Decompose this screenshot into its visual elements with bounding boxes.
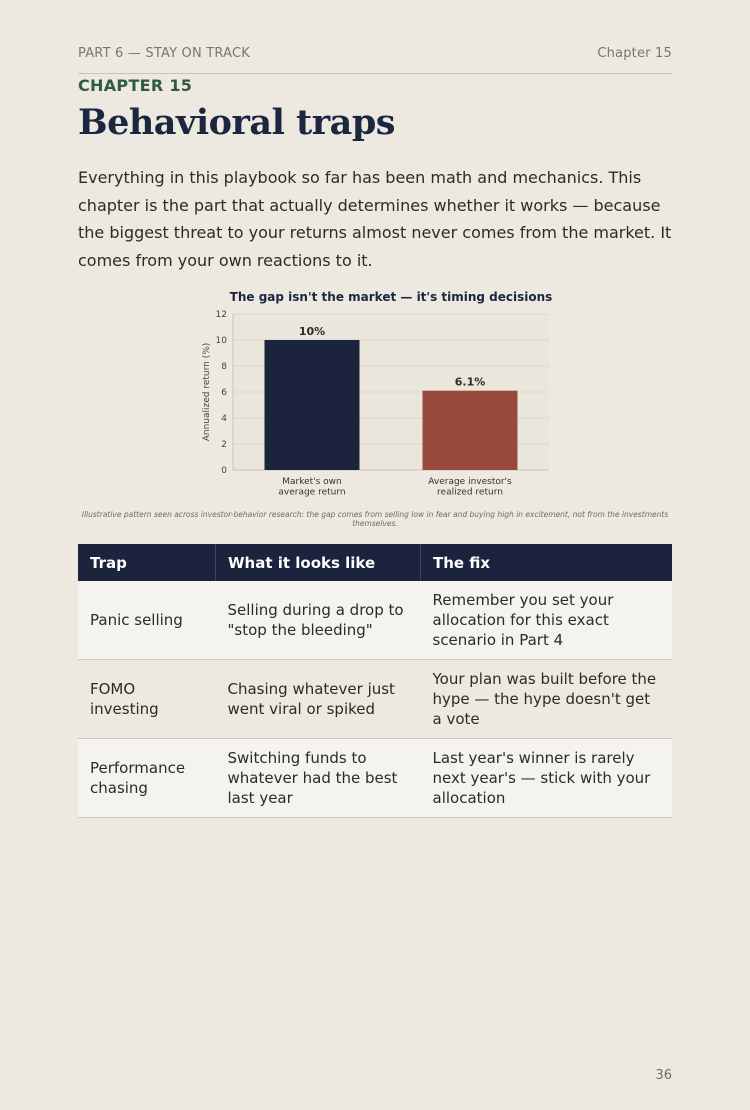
data-label: 10%	[298, 325, 326, 338]
traps-table	[78, 544, 672, 818]
chart-title: The gap isn't the market — it's timing decisions	[229, 290, 553, 304]
y-tick-label: 8	[221, 362, 227, 372]
y-tick-label: 4	[221, 414, 227, 424]
y-tick-label: 12	[215, 310, 227, 320]
fix-cell: Last year's winner is rarely next year's — stick with your allocation	[421, 739, 673, 818]
trap-cell: Performance chasing	[78, 739, 216, 818]
trap-cell: FOMO investing	[78, 660, 216, 739]
looks-like-cell: Selling during a drop to "stop the bleeding"	[216, 581, 421, 660]
x-tick-label: realized return	[437, 487, 503, 498]
y-tick-label: 2	[221, 440, 227, 450]
trap-cell: Panic selling	[78, 581, 216, 660]
fix-cell: Remember you set your allocation for this exact scenario in Part 4	[421, 581, 673, 660]
bar	[265, 340, 360, 470]
bar	[423, 391, 518, 470]
column-header-looks-like: What it looks like	[216, 544, 421, 581]
x-tick-label: average return	[278, 487, 346, 498]
running-header	[78, 46, 672, 74]
column-header-trap: Trap	[78, 544, 216, 581]
looks-like-cell: Switching funds to whatever had the best last year	[216, 739, 421, 818]
y-axis-label: Annualized return (%)	[202, 342, 212, 442]
table-header-row	[78, 544, 672, 581]
y-tick-label: 0	[221, 466, 227, 476]
chart-figure	[78, 287, 672, 528]
fix-cell: Your plan was built before the hype — the hype doesn't get a vote	[421, 660, 673, 739]
table-row	[78, 581, 672, 660]
section-label: PART 6 — STAY ON TRACK	[78, 46, 250, 61]
data-label: 6.1%	[454, 375, 486, 389]
chapter-number: CHAPTER 15	[78, 76, 193, 95]
chapter-running-label: Chapter 15	[597, 46, 672, 61]
table-row	[78, 660, 672, 739]
table-row	[78, 739, 672, 818]
x-tick-label: Average investor's	[428, 477, 512, 487]
bar-chart	[78, 287, 672, 509]
chart-caption: Illustrative pattern seen across investor-behavior research: the gap comes from selling low in fear and buying high in excitement, not from the investments themselves.	[81, 510, 669, 528]
y-tick-label: 6	[221, 388, 227, 398]
looks-like-cell: Chasing whatever just went viral or spiked	[216, 660, 421, 739]
y-tick-label: 10	[215, 336, 227, 346]
x-tick-label: Market's own	[282, 477, 342, 487]
column-header-fix: The fix	[421, 544, 673, 581]
page-title: Behavioral traps	[78, 102, 396, 143]
intro-paragraph: Everything in this playbook so far has been math and mechanics. This chapter is the part that actually determines whether it works — because the biggest threat to your returns almost never comes from the market. It comes from your own reactions to it.	[78, 168, 672, 270]
page-number: 36	[655, 1068, 672, 1083]
